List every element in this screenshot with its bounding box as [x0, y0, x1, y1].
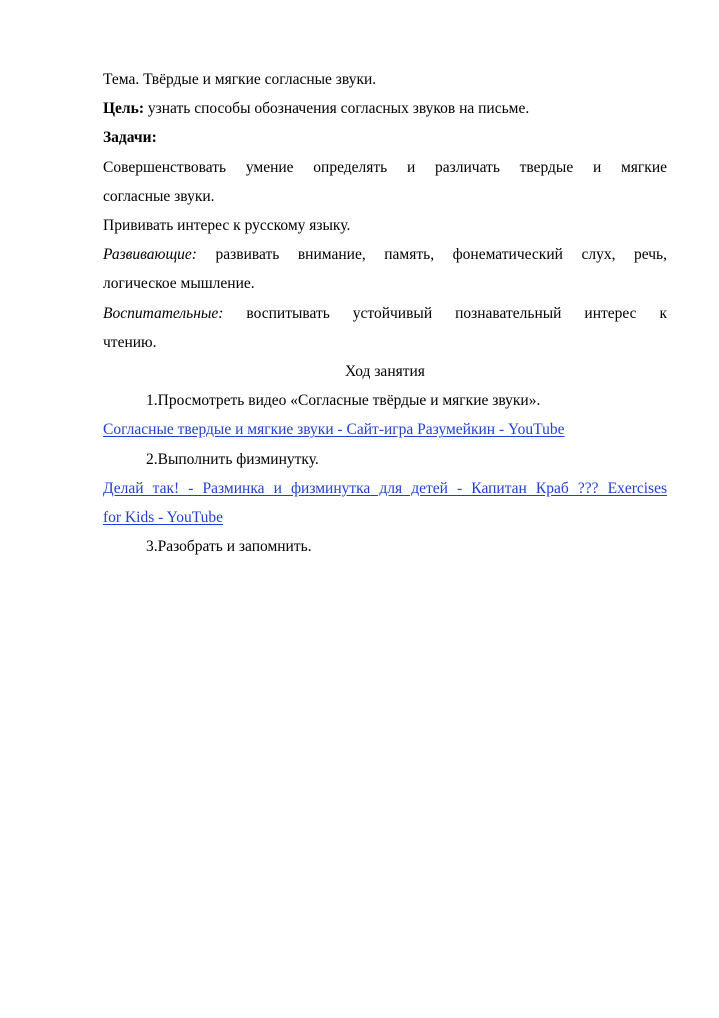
developing-text: развивать внимание, память, фонематический слух, речь,: [196, 246, 667, 264]
task1-line2: согласные звуки.: [103, 187, 215, 205]
task1-line1: Совершенствовать умение определять и различать твердые и мягкие: [103, 158, 667, 176]
task2-line: Прививать интерес к русскому языку.: [103, 217, 351, 235]
document-body: [103, 65, 667, 561]
developing-line1: [103, 240, 667, 269]
educational-line1: [103, 299, 667, 328]
tasks-heading: Задачи:: [103, 129, 157, 147]
video-link-exercise-part2[interactable]: for Kids - YouTube: [103, 509, 224, 527]
link1-line: [103, 415, 667, 444]
lesson-heading: Ход занятия: [345, 363, 425, 381]
developing-label: Развивающие:: [103, 246, 197, 264]
topic-line: Тема. Твёрдые и мягкие согласные звуки.: [103, 71, 377, 88]
educational-line2: чтению.: [103, 333, 157, 351]
video-link-consonants[interactable]: Согласные твердые и мягкие звуки - Сайт-игра Разумейкин - YouTube: [103, 421, 565, 439]
step3-line: 3.Разобрать и запомнить.: [146, 538, 312, 556]
educational-text: воспитывать устойчивый познавательный интерес к: [223, 304, 667, 322]
link2-line2: [103, 503, 667, 532]
video-link-exercise-part1[interactable]: Делай так! - Разминка и физминутка для детей - Капитан Краб ??? Exercises: [103, 479, 667, 497]
goal-label: Цель:: [103, 100, 144, 118]
educational-label: Воспитательные:: [103, 304, 224, 322]
developing-line2: логическое мышление.: [103, 275, 255, 293]
goal-line: [103, 94, 667, 123]
link2-line1: [103, 474, 667, 503]
step2-line: 2.Выполнить физминутку.: [146, 450, 319, 468]
step1-line: 1.Просмотреть видео «Согласные твёрдые и мягкие звуки».: [146, 392, 541, 410]
goal-text: узнать способы обозначения согласных звуков на письме.: [144, 100, 530, 118]
